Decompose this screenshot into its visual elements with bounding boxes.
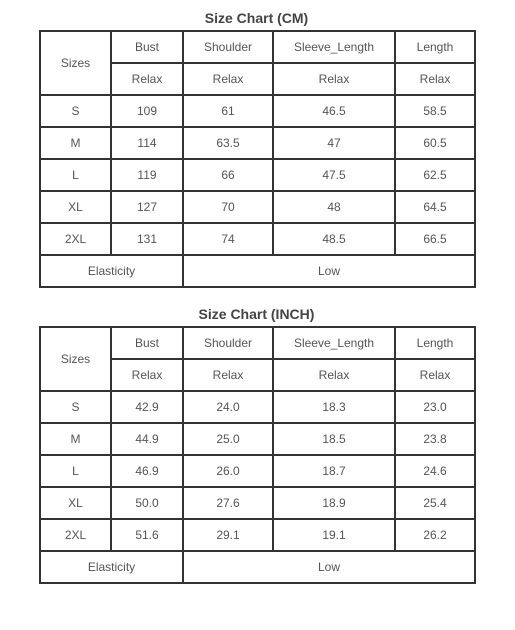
column-header-bust: Bust: [111, 31, 183, 63]
elasticity-label: Elasticity: [40, 255, 183, 287]
table-row: [40, 519, 475, 551]
size-cell: S: [40, 391, 111, 423]
value-cell: 119: [111, 159, 183, 191]
size-cell: XL: [40, 487, 111, 519]
value-cell: 29.1: [183, 519, 273, 551]
table-row: [40, 223, 475, 255]
subheader-cell: Relax: [111, 63, 183, 95]
value-cell: 24.6: [395, 455, 475, 487]
table-row: [40, 391, 475, 423]
value-cell: 18.7: [273, 455, 395, 487]
elasticity-label: Elasticity: [40, 551, 183, 583]
header-row: [40, 31, 475, 63]
value-cell: 70: [183, 191, 273, 223]
subheader-cell: Relax: [395, 359, 475, 391]
size-cell: 2XL: [40, 223, 111, 255]
table-row: [40, 95, 475, 127]
value-cell: 50.0: [111, 487, 183, 519]
value-cell: 25.0: [183, 423, 273, 455]
sizes-header: Sizes: [40, 31, 111, 95]
value-cell: 24.0: [183, 391, 273, 423]
value-cell: 58.5: [395, 95, 475, 127]
value-cell: 51.6: [111, 519, 183, 551]
value-cell: 63.5: [183, 127, 273, 159]
column-header-sleeve-length: Sleeve_Length: [273, 327, 395, 359]
subheader-cell: Relax: [273, 359, 395, 391]
elasticity-row: [40, 551, 475, 583]
size-cell: XL: [40, 191, 111, 223]
value-cell: 26.2: [395, 519, 475, 551]
column-header-bust: Bust: [111, 327, 183, 359]
value-cell: 23.0: [395, 391, 475, 423]
table-row: [40, 487, 475, 519]
value-cell: 42.9: [111, 391, 183, 423]
column-header-shoulder: Shoulder: [183, 327, 273, 359]
table-row: [40, 191, 475, 223]
elasticity-value: Low: [183, 551, 475, 583]
size-cell: S: [40, 95, 111, 127]
value-cell: 27.6: [183, 487, 273, 519]
table-row: [40, 455, 475, 487]
size-table-cm: [39, 30, 476, 288]
size-cell: L: [40, 159, 111, 191]
value-cell: 25.4: [395, 487, 475, 519]
header-row: [40, 327, 475, 359]
value-cell: 74: [183, 223, 273, 255]
size-table-inch: [39, 326, 476, 584]
subheader-cell: Relax: [183, 359, 273, 391]
value-cell: 19.1: [273, 519, 395, 551]
value-cell: 47: [273, 127, 395, 159]
table-row: [40, 423, 475, 455]
value-cell: 60.5: [395, 127, 475, 159]
column-header-sleeve-length: Sleeve_Length: [273, 31, 395, 63]
column-header-shoulder: Shoulder: [183, 31, 273, 63]
value-cell: 48: [273, 191, 395, 223]
elasticity-value: Low: [183, 255, 475, 287]
subheader-cell: Relax: [273, 63, 395, 95]
size-cell: 2XL: [40, 519, 111, 551]
value-cell: 114: [111, 127, 183, 159]
column-header-length: Length: [395, 327, 475, 359]
subheader-cell: Relax: [111, 359, 183, 391]
chart-title: Size Chart (CM): [204, 10, 309, 26]
chart-title: Size Chart (INCH): [198, 306, 315, 322]
value-cell: 44.9: [111, 423, 183, 455]
table-row: [40, 159, 475, 191]
value-cell: 46.5: [273, 95, 395, 127]
table-row: [40, 127, 475, 159]
value-cell: 47.5: [273, 159, 395, 191]
subheader-cell: Relax: [183, 63, 273, 95]
value-cell: 23.8: [395, 423, 475, 455]
subheader-cell: Relax: [395, 63, 475, 95]
value-cell: 127: [111, 191, 183, 223]
elasticity-row: [40, 255, 475, 287]
value-cell: 48.5: [273, 223, 395, 255]
value-cell: 61: [183, 95, 273, 127]
value-cell: 18.9: [273, 487, 395, 519]
size-cell: L: [40, 455, 111, 487]
column-header-length: Length: [395, 31, 475, 63]
size-cell: M: [40, 127, 111, 159]
value-cell: 131: [111, 223, 183, 255]
value-cell: 26.0: [183, 455, 273, 487]
value-cell: 62.5: [395, 159, 475, 191]
value-cell: 66: [183, 159, 273, 191]
size-cell: M: [40, 423, 111, 455]
value-cell: 18.5: [273, 423, 395, 455]
value-cell: 18.3: [273, 391, 395, 423]
value-cell: 64.5: [395, 191, 475, 223]
value-cell: 109: [111, 95, 183, 127]
value-cell: 66.5: [395, 223, 475, 255]
value-cell: 46.9: [111, 455, 183, 487]
sizes-header: Sizes: [40, 327, 111, 391]
